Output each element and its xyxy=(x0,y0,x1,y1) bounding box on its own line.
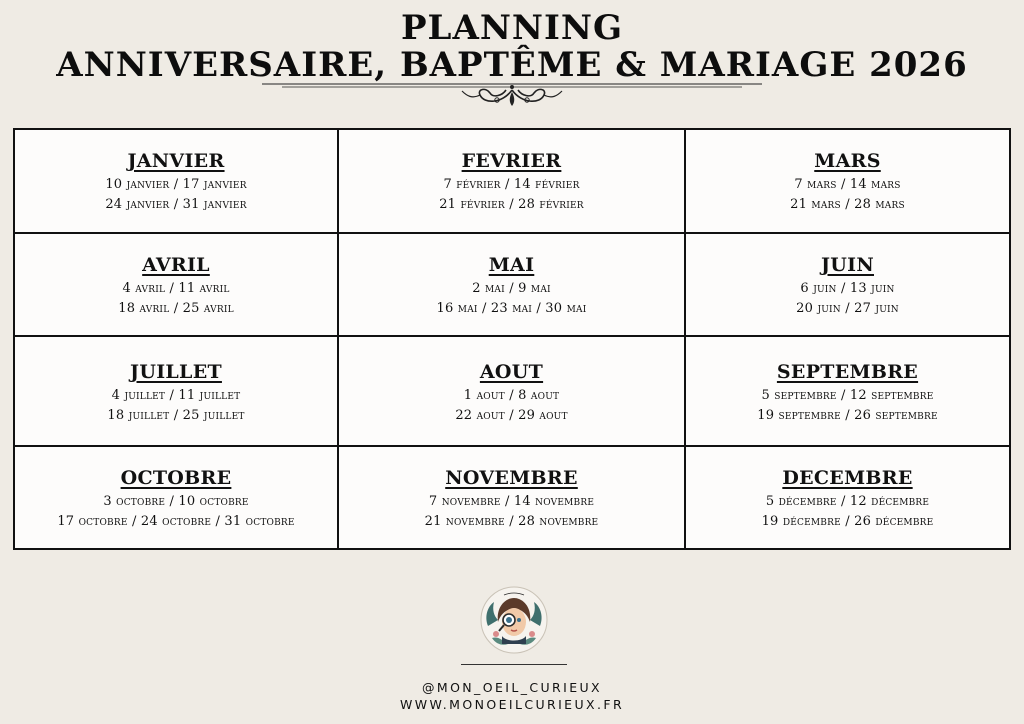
month-dates: 4 juillet / 11 juillet xyxy=(111,388,241,403)
month-dates: 17 octobre / 24 octobre / 31 octobre xyxy=(57,514,295,529)
month-dates: 20 juin / 27 juin xyxy=(796,301,899,316)
month-cell-juillet xyxy=(15,337,339,447)
month-title: AOUT xyxy=(479,361,544,383)
month-dates: 19 décembre / 26 décembre xyxy=(761,514,934,529)
month-dates: 6 juin / 13 juin xyxy=(800,281,895,296)
month-title: DECEMBRE xyxy=(782,467,913,489)
month-dates: 7 novembre / 14 novembre xyxy=(428,494,595,509)
month-cell-decembre xyxy=(686,447,1009,548)
month-cell-mars xyxy=(686,130,1009,234)
month-dates: 7 février / 14 février xyxy=(443,177,580,192)
month-cell-avril xyxy=(15,234,339,337)
month-dates: 3 octobre / 10 octobre xyxy=(103,494,249,509)
month-title: FEVRIER xyxy=(461,150,562,172)
month-cell-septembre xyxy=(686,337,1009,447)
month-cell-fevrier xyxy=(339,130,686,234)
month-title: MAI xyxy=(488,254,535,276)
month-cell-aout xyxy=(339,337,686,447)
month-dates: 5 septembre / 12 septembre xyxy=(761,388,934,403)
month-dates: 7 mars / 14 mars xyxy=(794,177,901,192)
website-link[interactable]: WWW.MONOEILCURIEUX.FR xyxy=(399,697,625,712)
month-dates: 1 aout / 8 aout xyxy=(463,388,560,403)
social-handle: @MON_OEIL_CURIEUX xyxy=(421,680,603,695)
month-title: JUILLET xyxy=(130,361,222,383)
month-grid xyxy=(13,128,1011,550)
month-dates: 22 aout / 29 aout xyxy=(455,408,568,423)
footer-divider xyxy=(461,664,567,665)
mon-oeil-curieux-logo xyxy=(480,586,548,654)
month-cell-juin xyxy=(686,234,1009,337)
month-dates: 18 avril / 25 avril xyxy=(118,301,234,316)
page-title-line-2: ANNIVERSAIRE, BAPTÊME & MARIAGE 2026 xyxy=(56,45,968,85)
month-dates: 2 mai / 9 mai xyxy=(472,281,551,296)
month-cell-mai xyxy=(339,234,686,337)
month-dates: 21 novembre / 28 novembre xyxy=(424,514,599,529)
month-dates: 19 septembre / 26 septembre xyxy=(757,408,938,423)
month-dates: 21 mars / 28 mars xyxy=(790,197,905,212)
month-dates: 24 janvier / 31 janvier xyxy=(105,197,247,212)
month-cell-janvier xyxy=(15,130,339,234)
month-title: OCTOBRE xyxy=(120,467,232,489)
month-title: JUIN xyxy=(820,254,874,276)
month-title: JANVIER xyxy=(127,150,225,172)
month-dates: 5 décembre / 12 décembre xyxy=(765,494,930,509)
month-title: AVRIL xyxy=(142,254,210,276)
month-dates: 21 février / 28 février xyxy=(439,197,584,212)
month-dates: 10 janvier / 17 janvier xyxy=(105,177,247,192)
month-title: MARS xyxy=(814,150,881,172)
month-dates: 4 avril / 11 avril xyxy=(122,281,230,296)
month-title: SEPTEMBRE xyxy=(776,361,919,383)
month-cell-octobre xyxy=(15,447,339,548)
month-cell-novembre xyxy=(339,447,686,548)
month-dates: 18 juillet / 25 juillet xyxy=(107,408,245,423)
month-dates: 16 mai / 23 mai / 30 mai xyxy=(436,301,587,316)
month-title: NOVEMBRE xyxy=(445,467,578,489)
flourish-divider-icon xyxy=(262,78,762,110)
page-title-line-1: PLANNING xyxy=(400,8,624,48)
